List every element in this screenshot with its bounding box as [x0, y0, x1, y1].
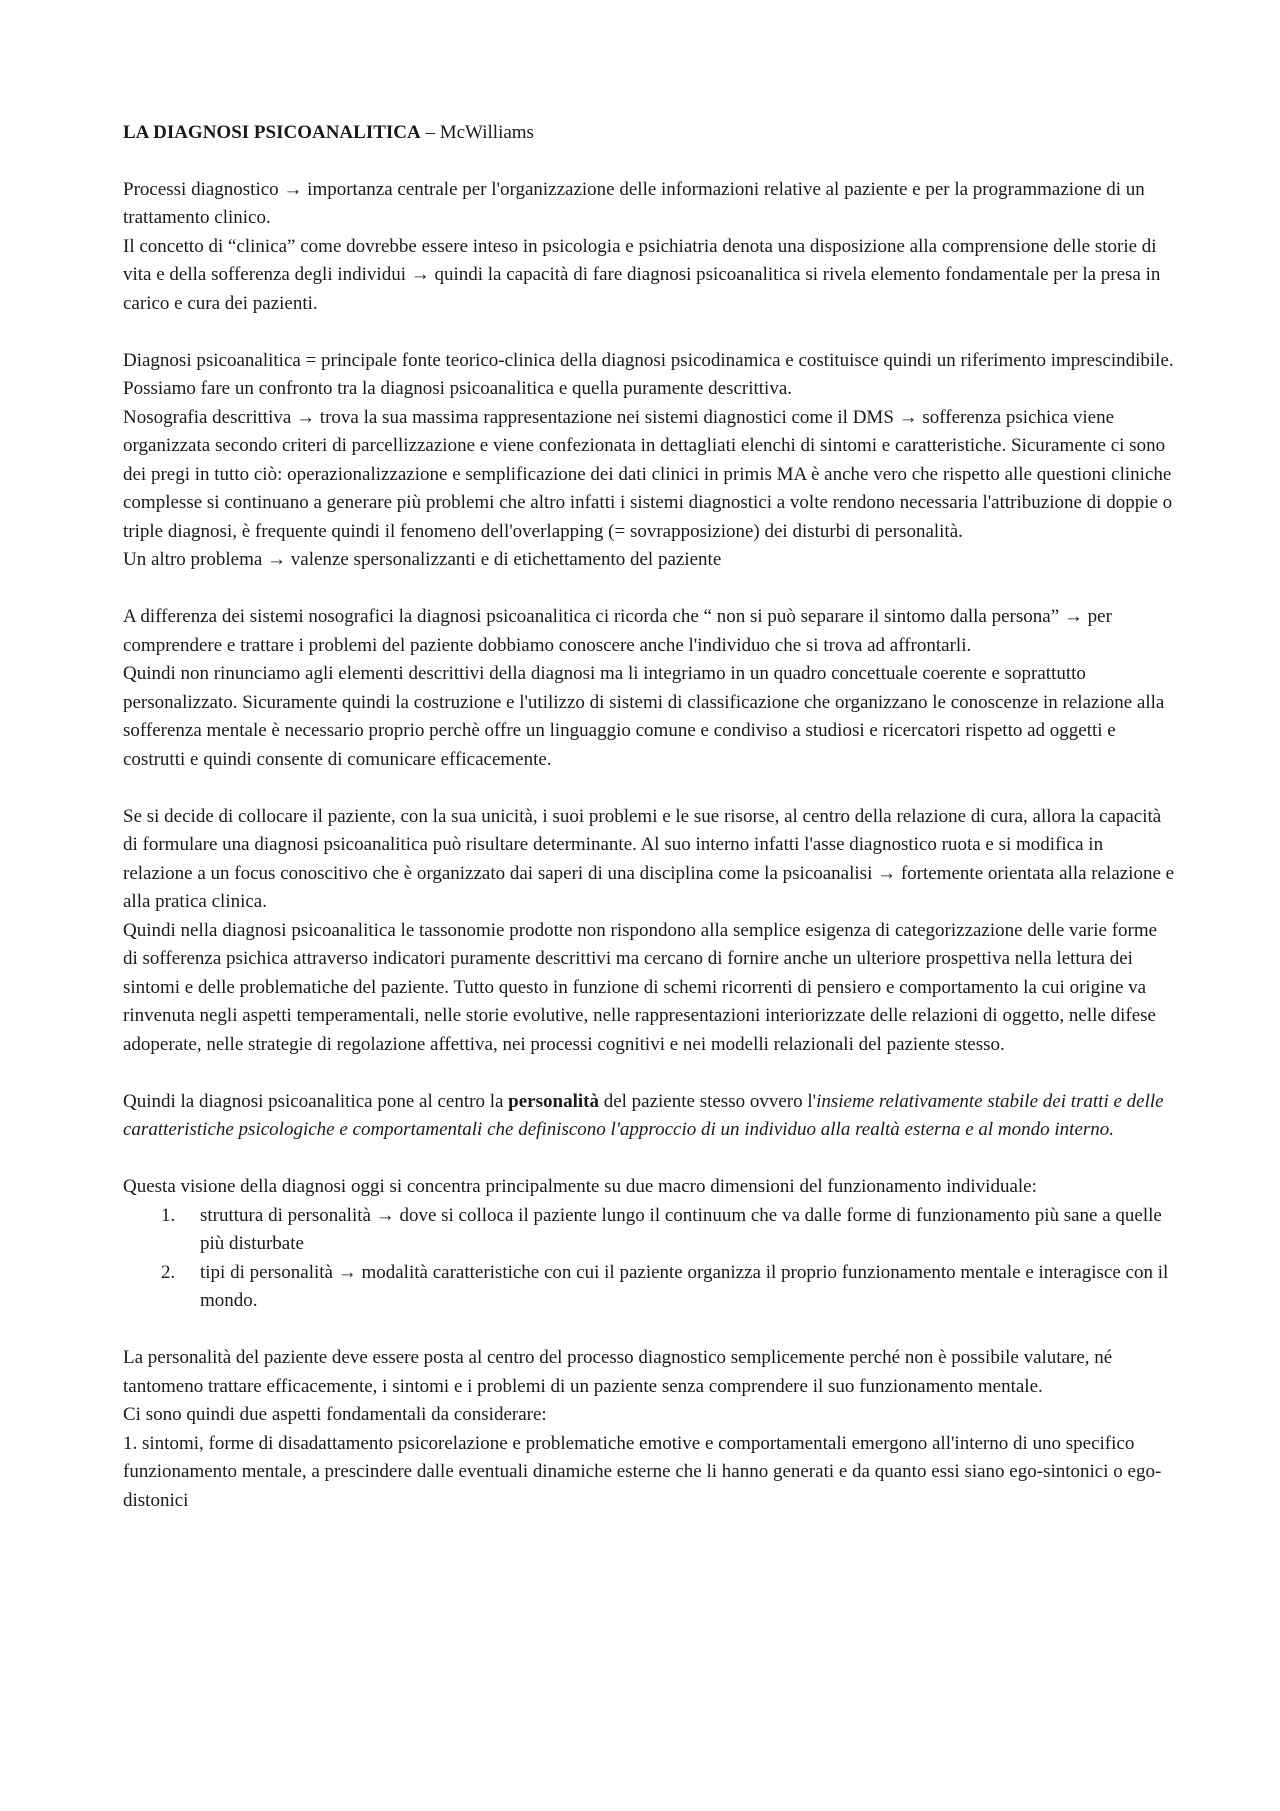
paragraph: Nosografia descrittiva → trova la sua massima rappresentazione nei sistemi diagnostici come il DMS → sofferenza psichica viene organizzata secondo criteri di parcellizzazione e viene confezionata in dettagliati elenchi di sintomi e caratteristiche. Sicuramente ci sono dei pregi in tutto ciò: operazionalizzazione e semplificazione dei dati clinici in primis MA è anche vero che rispetto alle questioni cliniche complesse si continuano a generare più problemi che altro infatti i sistemi diagnostici a volte rendono necessaria l'attribuzione di doppie o triple diagnosi, è frequente quindi il fenomeno dell'overlapping (= sovrapposizione) dei disturbi di personalità.: [123, 406, 1173, 542]
list-item: [123, 1259, 1175, 1316]
paragraph: Se si decide di collocare il paziente, con la sua unicità, i suoi problemi e le sue risorse, al centro della relazione di cura, allora la capacità di formulare una diagnosi psicoanalitica può risultare determinante. Al suo interno infatti l'asse diagnostico ruota e si modifica in relazione a un focus conoscitivo che è organizzato dai saperi di una disciplina come la psicoanalisi → fortemente orientata alla relazione e alla pratica clinica.: [123, 805, 1175, 912]
list-item: [123, 1202, 1175, 1259]
paragraph-gap: [123, 1059, 1175, 1088]
text-run: del paziente stesso ovvero l': [598, 1090, 817, 1112]
list-item-text: struttura di personalità → dove si colloca il paziente lungo il continuum che va dalle forme di funzionamento più sane a quelle più disturbate: [200, 1204, 1162, 1254]
paragraph: Un altro problema → valenze spersonalizzanti e di etichettamento del paziente: [123, 549, 722, 570]
bold-term: personalità: [508, 1090, 599, 1112]
paragraph-gap: [123, 1316, 1175, 1345]
paragraph-gap: [123, 1145, 1175, 1174]
paragraph-gap: [123, 575, 1175, 604]
title-bold: LA DIAGNOSI PSICOANALITICA: [123, 122, 421, 143]
list-item-text: tipi di personalità → modalità caratteristiche con cui il paziente organizza il proprio funzionamento mentale e interagisce con il mondo.: [200, 1261, 1169, 1311]
list-intro: Questa visione della diagnosi oggi si concentra principalmente su due macro dimensioni del funzionamento individuale:: [123, 1176, 1037, 1197]
paragraph: Ci sono quindi due aspetti fondamentali da considerare:: [123, 1404, 547, 1425]
paragraph: Possiamo fare un confronto tra la diagnosi psicoanalitica e quella puramente descrittiva.: [123, 378, 792, 399]
paragraph: Il concetto di “clinica” come dovrebbe essere inteso in psicologia e psichiatria denota una disposizione alla comprensione delle storie di vita e della sofferenza degli individui → quindi la capacità di fare diagnosi psicoanalitica si rivela elemento fondamentale per la presa in carico e cura dei pazienti.: [123, 235, 1161, 314]
paragraph-gap: [123, 774, 1175, 803]
paragraph: Diagnosi psicoanalitica = principale fonte teorico-clinica della diagnosi psicodinamica e costituisce quindi un riferimento imprescindibile.: [123, 349, 1174, 371]
text-run: Quindi la diagnosi psicoanalitica pone al centro la: [123, 1090, 509, 1112]
paragraph: Quindi non rinunciamo agli elementi descrittivi della diagnosi ma li integriamo in un quadro concettuale coerente e soprattutto personalizzato. Sicuramente quindi la costruzione e l'utilizzo di sistemi di classificazione che organizzano le conoscenze in relazione alla sofferenza mentale è necessario proprio perchè offre un linguaggio comune e condiviso a studiosi e ricercatori rispetto ad oggetti e costrutti e quindi consente di comunicare efficacemente.: [123, 663, 1165, 770]
italic-definition: insieme relativamente stabile dei tratti e delle caratteristiche psicologiche e comportamentali che definiscono l'approccio di un individuo alla realtà esterna e al mondo interno.: [123, 1090, 1164, 1140]
paragraph: Processi diagnostico → importanza centrale per l'organizzazione delle informazioni relative al paziente e per la programmazione di un trattamento clinico.: [123, 178, 1145, 228]
numbered-list: [123, 1202, 1175, 1316]
paragraph: A differenza dei sistemi nosografici la diagnosi psicoanalitica ci ricorda che “ non si può separare il sintomo dalla persona” → per comprendere e trattare i problemi del paziente dobbiamo conoscere anche l'individuo che si trova ad affrontarli.: [123, 606, 1112, 656]
paragraph: La personalità del paziente deve essere posta al centro del processo diagnostico semplicemente perché non è possibile valutare, né tantomeno trattare efficacemente, i sintomi e i problemi di un paziente senza comprendere il suo funzionamento mentale.: [123, 1347, 1113, 1397]
list-number: 1.: [161, 1204, 176, 1226]
document-body: [123, 119, 1175, 1515]
list-number: 2.: [161, 1261, 176, 1283]
paragraph: Quindi nella diagnosi psicoanalitica le tassonomie prodotte non rispondono alla semplice esigenza di categorizzazione delle varie forme di sofferenza psichica attraverso indicatori puramente descrittivi ma cercano di fornire anche un ulteriore prospettiva nella lettura dei sintomi e delle problematiche del paziente. Tutto questo in funzione di schemi ricorrenti di pensiero e comportamento la cui origine va rinvenuta negli aspetti temperamentali, nelle storie evolutive, nelle rappresentazioni interiorizzate delle relazioni di oggetto, nelle difese adoperate, nelle strategie di regolazione affettiva, nei processi cognitivi e nei modelli relazionali del paziente stesso.: [123, 919, 1158, 1055]
personality-definition: [123, 1088, 1175, 1145]
paragraph-gap: [123, 318, 1175, 347]
title-author: – McWilliams: [420, 122, 534, 143]
document-title: [123, 119, 1175, 148]
list-item: 1. sintomi, forme di disadattamento psicorelazione e problematiche emotive e comportamentali emergono all'interno di uno specifico funzionamento mentale, a prescindere dalle eventuali dinamiche esterne che li hanno generati e da quanto essi siano ego-sintonici o ego-distonici: [123, 1432, 1162, 1511]
